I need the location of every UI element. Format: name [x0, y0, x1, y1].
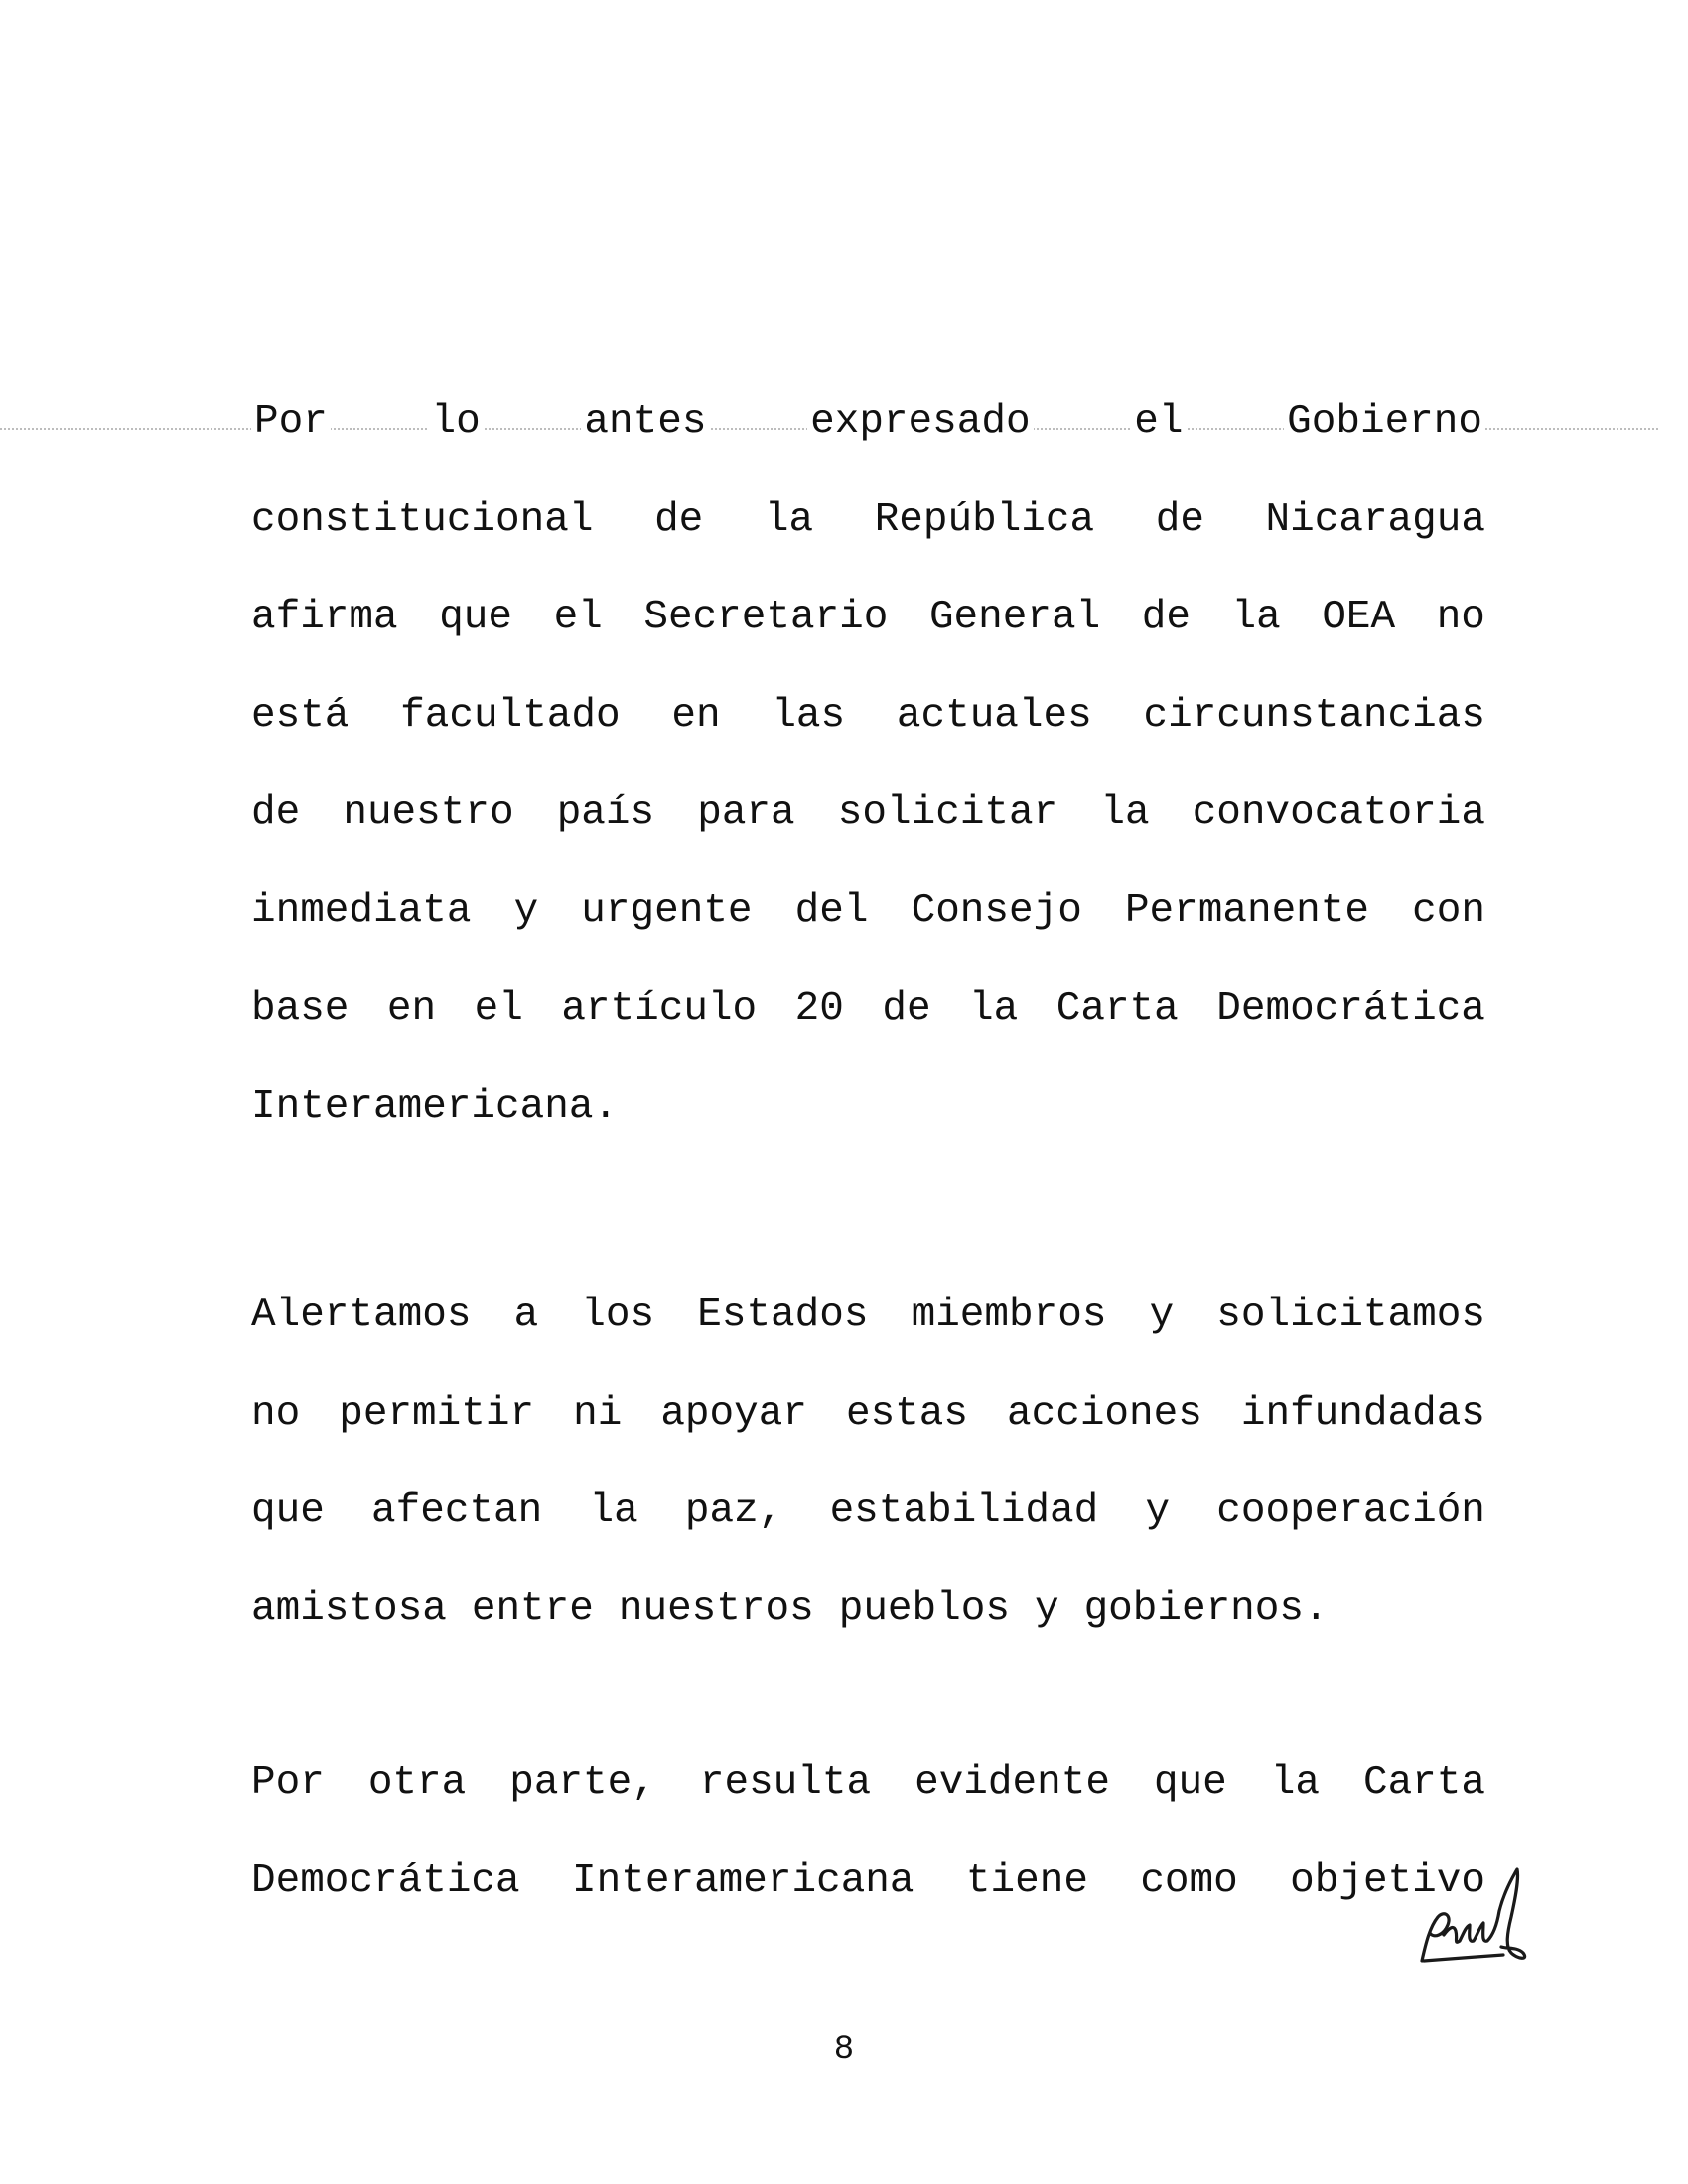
word: en	[386, 986, 437, 1031]
word: los	[581, 1293, 655, 1338]
word: la	[589, 1488, 638, 1534]
word: circunstancias	[1143, 692, 1485, 739]
word: Alertamos	[251, 1293, 472, 1338]
word: tiene	[965, 1857, 1088, 1904]
word: del	[794, 887, 869, 934]
word: amistosa	[251, 1585, 447, 1632]
word: inmediata	[251, 887, 472, 934]
word: parte,	[509, 1760, 656, 1806]
paragraph-line	[251, 1761, 1485, 1859]
word: y	[1034, 1585, 1059, 1632]
word: apoyar	[660, 1390, 807, 1436]
word: de	[251, 790, 301, 836]
paragraph-line	[251, 1085, 1485, 1183]
word: la	[1231, 595, 1281, 640]
word: Estados	[697, 1293, 869, 1338]
signature-stroke	[1424, 1955, 1503, 1961]
word: el	[1131, 400, 1186, 498]
word: de	[882, 986, 931, 1031]
signature-strokes	[1422, 1869, 1525, 1961]
word: objetivo	[1290, 1857, 1485, 1904]
paragraph-line	[251, 596, 1485, 694]
word: pueblos	[838, 1585, 1010, 1632]
word: Democrática	[251, 1857, 520, 1904]
paragraph-line	[251, 987, 1485, 1085]
word: nuestro	[343, 790, 514, 836]
word: la	[969, 986, 1019, 1031]
word: a	[513, 1293, 539, 1338]
word: infundadas	[1240, 1390, 1485, 1436]
word: Gobierno	[1284, 400, 1485, 498]
word: convocatoria	[1192, 790, 1485, 836]
word: Carta	[1055, 986, 1179, 1031]
word: base	[251, 986, 350, 1031]
word: y	[1145, 1488, 1171, 1534]
word: afirma	[251, 595, 398, 640]
signature-stroke	[1422, 1914, 1449, 1961]
signature-image	[1408, 1861, 1537, 1980]
word: OEA	[1322, 595, 1396, 640]
word: Interamericana	[572, 1857, 914, 1904]
word: resulta	[699, 1760, 872, 1806]
word: paz,	[684, 1488, 783, 1534]
word: afectan	[371, 1488, 543, 1534]
word: Democrática	[1216, 986, 1485, 1031]
word: Permanente	[1124, 887, 1369, 934]
word: miembros	[911, 1293, 1107, 1338]
paragraph-line	[251, 1392, 1485, 1490]
word: no	[1436, 595, 1485, 640]
paragraph-1	[251, 400, 1485, 1182]
word: el	[474, 986, 523, 1031]
paragraph-line	[251, 694, 1485, 792]
word: Por	[251, 1760, 325, 1806]
word: artículo	[561, 986, 758, 1031]
word: facultado	[400, 692, 621, 739]
word: entre	[471, 1585, 594, 1632]
word: solicitar	[837, 790, 1058, 836]
paragraph-line	[251, 889, 1485, 988]
paragraph-line	[251, 400, 1485, 498]
word: en	[671, 692, 721, 739]
word: evidente	[914, 1760, 1110, 1806]
paragraph-line	[251, 1587, 1485, 1686]
paragraph-line	[251, 498, 1485, 597]
paragraph-2	[251, 1294, 1485, 1685]
word: el	[553, 595, 603, 640]
word: ni	[573, 1390, 623, 1436]
paragraph-3	[251, 1761, 1485, 1957]
word: otra	[367, 1760, 467, 1806]
word: la	[1270, 1760, 1320, 1806]
word: de	[1141, 595, 1191, 640]
paragraph-line	[251, 1859, 1485, 1958]
word: estas	[845, 1390, 968, 1436]
page-number: 8	[833, 2031, 855, 2069]
word: no	[251, 1390, 301, 1436]
word: constitucional	[251, 496, 594, 543]
word: General	[928, 595, 1101, 640]
word: que	[251, 1488, 325, 1534]
word: las	[772, 692, 846, 739]
word: Interamericana.	[251, 1083, 619, 1130]
word: la	[1100, 790, 1150, 836]
word: acciones	[1007, 1390, 1202, 1436]
word: gobiernos.	[1083, 1585, 1329, 1632]
word: estabilidad	[829, 1488, 1099, 1534]
paragraph-line	[251, 791, 1485, 889]
paragraph-line	[251, 1294, 1485, 1392]
word: y	[513, 887, 539, 934]
word: como	[1140, 1857, 1238, 1904]
word: Consejo	[911, 887, 1082, 934]
word: 20	[794, 986, 844, 1031]
word: permitir	[339, 1390, 535, 1436]
word: cooperación	[1216, 1488, 1485, 1534]
word: para	[697, 790, 795, 836]
word: Carta	[1362, 1760, 1485, 1806]
word: Nicaragua	[1265, 496, 1485, 543]
word: está	[251, 692, 350, 739]
word: Secretario	[643, 595, 889, 640]
signature-stroke	[1444, 1869, 1525, 1958]
word: de	[1155, 496, 1204, 543]
word: y	[1149, 1293, 1175, 1338]
word: nuestros	[618, 1585, 814, 1632]
word: lo	[429, 400, 484, 498]
word: Por	[251, 400, 331, 498]
word: actuales	[896, 692, 1092, 739]
paragraph-line	[251, 1489, 1485, 1587]
word: que	[1153, 1760, 1227, 1806]
word: expresado	[807, 400, 1033, 498]
word: que	[439, 595, 512, 640]
word: país	[556, 790, 655, 836]
word: antes	[581, 400, 709, 498]
word: República	[874, 496, 1095, 543]
word: urgente	[581, 887, 753, 934]
word: de	[654, 496, 704, 543]
word: con	[1412, 887, 1485, 934]
word: solicitamos	[1216, 1293, 1485, 1338]
word: la	[764, 496, 814, 543]
